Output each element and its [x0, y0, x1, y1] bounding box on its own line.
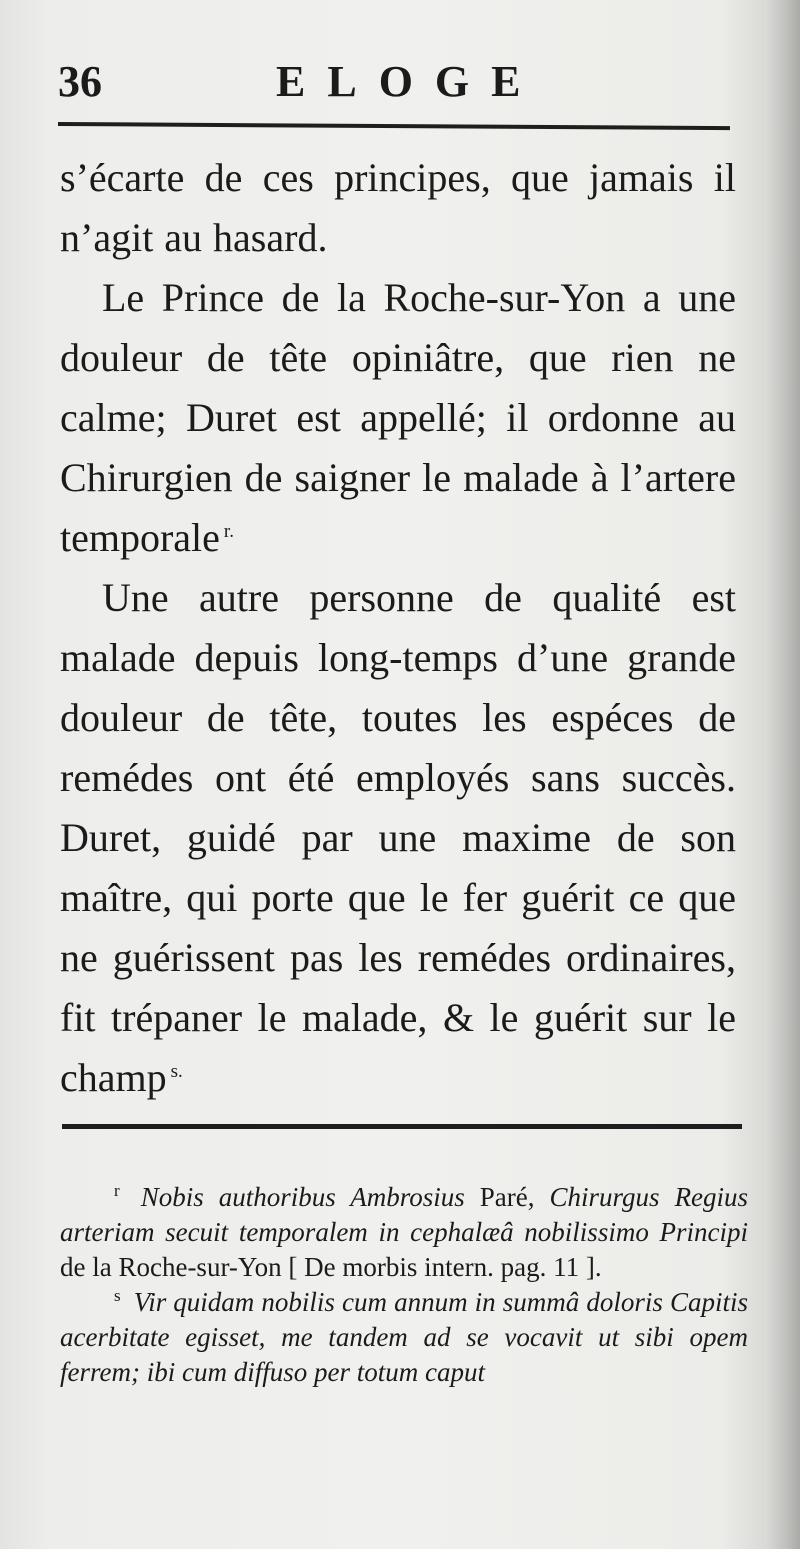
running-title: ELOGE: [276, 57, 543, 106]
paragraph-2: [60, 268, 736, 568]
paragraph-1-text: s’écarte de ces principes, que jamais il n’agit au hasard.: [60, 155, 736, 260]
paragraph-2-text: Le Prince de la Roche-sur-Yon a une douleur de tête opiniâtre, que rien ne calme; Duret est appellé; il ordonne au Chirurgien de saigner le malade à l’artere temporale: [60, 275, 736, 560]
footnote-r-italic-1: Nobis authoribus Ambrosius: [140, 1182, 465, 1212]
page-header: [58, 48, 738, 108]
footnote-r-roman-2: de la Roche-sur-Yon [ De morbis intern. pag. 11 ].: [60, 1252, 602, 1282]
footnote-r: [60, 1180, 748, 1285]
paragraph-3-text: Une autre personne de qualité est malade depuis long-temps d’une grande douleur de tête, toutes les espéces de remédes ont été employés sans succès. Duret, guidé par une maxime de son maître, qui porte que le fer guérit ce que ne guérissent pas les remédes ordinaires, fit trépaner le malade, & le guérit sur le champ: [60, 575, 736, 1100]
footnote-s: [60, 1285, 748, 1390]
header-rule: [58, 122, 730, 130]
footnote-r-italic-2: Chirurgus Regius arteriam secuit temporalem in cephalæâ nobilissimo Principi: [60, 1182, 749, 1247]
main-text: [60, 148, 736, 1108]
footnotes: [60, 1180, 748, 1390]
paragraph-1: [60, 148, 736, 268]
page-number: 36: [58, 57, 102, 106]
footnote-s-italic-1: Vir quidam nobilis cum annum in summâ doloris Capitis acerbitate egisset, me tandem ad se vocavit ut sibi opem ferrem; ibi cum diffuso per totum caput: [60, 1287, 748, 1387]
footnote-rule: [62, 1124, 742, 1129]
footnote-s-marker: s: [114, 1286, 121, 1305]
page-edge-shadow: [766, 0, 800, 1549]
footnote-ref-r: r.: [223, 520, 234, 542]
footnote-r-roman-1: Paré,: [479, 1182, 535, 1212]
paragraph-3: [60, 568, 736, 1108]
footnote-ref-s: s.: [170, 1060, 183, 1082]
footnote-r-marker: r: [114, 1181, 120, 1200]
